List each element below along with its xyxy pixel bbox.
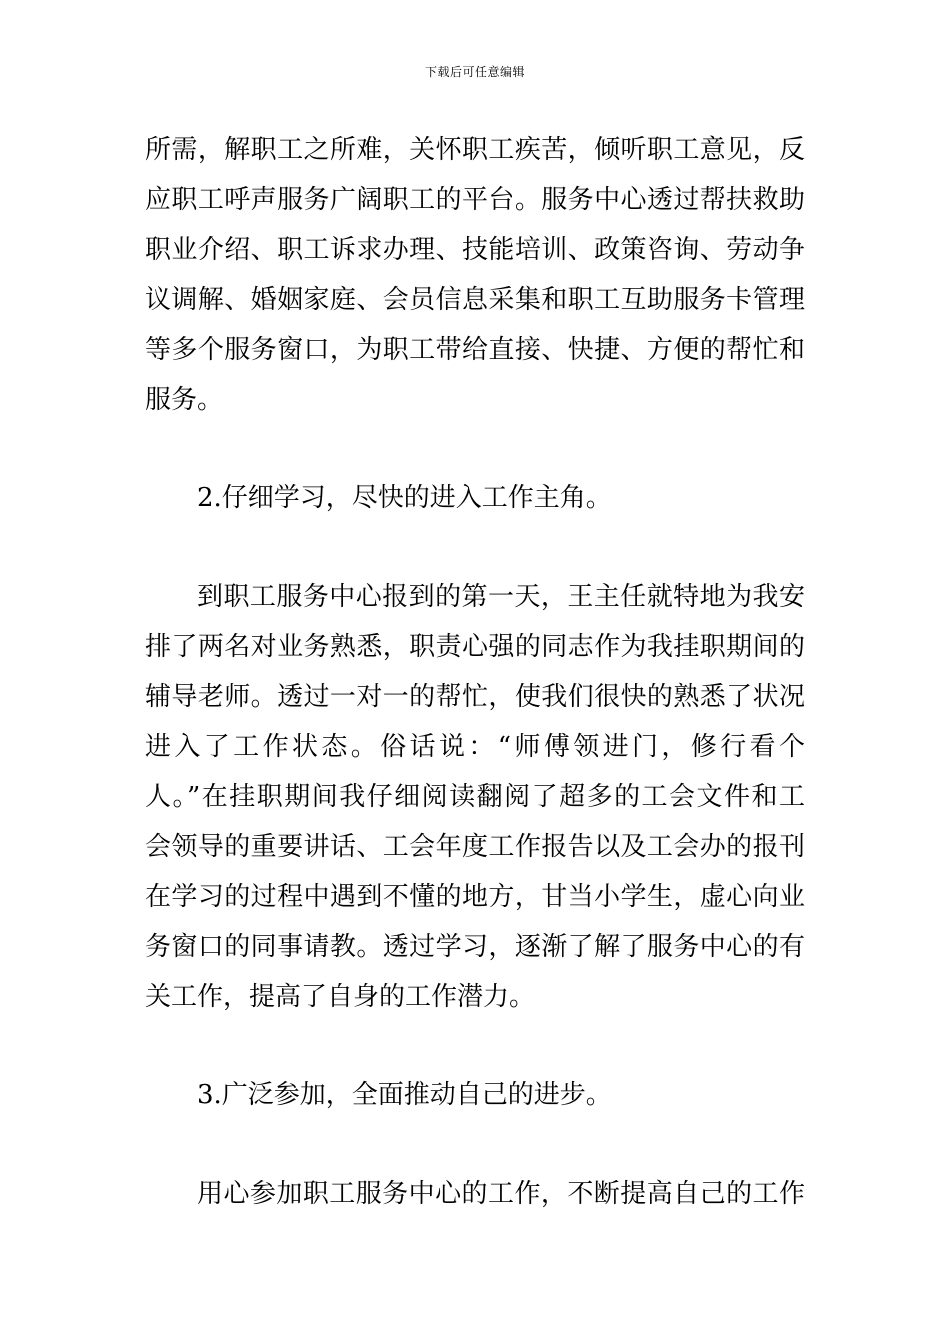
section-heading-3: 3.广泛参加，全面推动自己的进步。: [197, 1080, 612, 1110]
text-line: 所需，解职工之所难，关怀职工疾苦，倾听职工意见，反: [145, 135, 805, 165]
text-line: 会领导的重要讲话、工会年度工作报告以及工会办的报刊: [145, 832, 805, 862]
text-line: 关工作，提高了自身的工作潜力。: [145, 982, 536, 1012]
page-header-note: 下载后可任意编辑: [424, 65, 525, 79]
text-line: 用心参加职工服务中心的工作，不断提高自己的工作: [197, 1179, 805, 1209]
text-line: 职业介绍、职工诉求办理、技能培训、政策咨询、劳动争: [145, 235, 805, 265]
text-line: 服务。: [145, 385, 224, 415]
text-line: 等多个服务窗口，为职工带给直接、快捷、方便的帮忙和: [145, 335, 805, 365]
text-line: 应职工呼声服务广阔职工的平台。服务中心透过帮扶救助: [145, 185, 805, 215]
section-heading-2: 2.仔细学习，尽快的进入工作主角。: [197, 483, 612, 513]
text-line: 人。”在挂职期间我仔细阅读翻阅了超多的工会文件和工: [145, 782, 805, 812]
text-line: 进入了工作状态。俗话说：“师傅领进门，修行看个: [145, 732, 805, 762]
text-line: 议调解、婚姻家庭、会员信息采集和职工互助服务卡管理: [145, 285, 805, 315]
text-line: 在学习的过程中遇到不懂的地方，甘当小学生，虚心向业: [145, 882, 805, 912]
text-line: 排了两名对业务熟悉，职责心强的同志作为我挂职期间的: [145, 632, 805, 662]
text-line: 到职工服务中心报到的第一天，王主任就特地为我安: [197, 582, 805, 612]
text-line: 务窗口的同事请教。透过学习，逐渐了解了服务中心的有: [145, 932, 805, 962]
text-line: 辅导老师。透过一对一的帮忙，使我们很快的熟悉了状况: [145, 682, 805, 712]
